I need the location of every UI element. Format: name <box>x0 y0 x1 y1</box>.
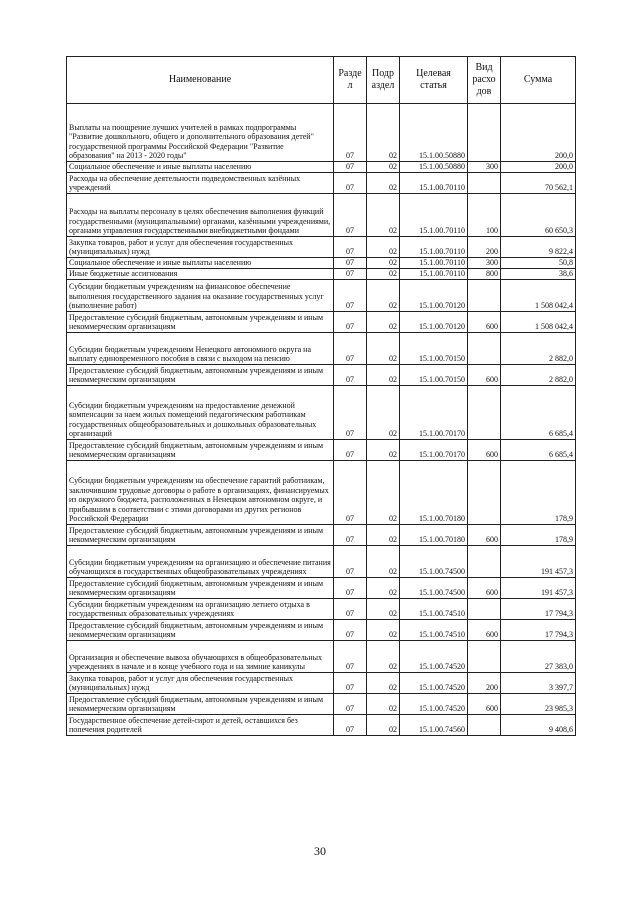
cell-amount: 191 457,3 <box>501 546 576 578</box>
cell-subsection: 02 <box>367 173 400 194</box>
cell-name: Субсидии бюджетным учреждениям Ненецкого автономного округа на выплату единовременного пособия в связи с выходом на пенсию <box>67 333 334 365</box>
table-row <box>67 194 576 237</box>
cell-subsection: 02 <box>367 440 400 461</box>
cell-amount: 27 383,0 <box>501 641 576 673</box>
cell-expense-type <box>468 546 501 578</box>
header-amount: Сумма <box>501 57 576 104</box>
table-row <box>67 673 576 694</box>
cell-expense-type: 600 <box>468 365 501 386</box>
cell-name: Выплаты на поощрение лучших учителей в рамках подпрограммы "Развитие дошкольного, общего и дополнительного образования детей" государственной программы Российской Федерации "Развитие образования" на 2013 - 2020 годы" <box>67 104 334 162</box>
cell-subsection: 02 <box>367 365 400 386</box>
cell-target: 15.1.00.70150 <box>400 365 468 386</box>
table-row <box>67 525 576 546</box>
cell-amount: 38,6 <box>501 269 576 280</box>
cell-amount: 1 508 042,4 <box>501 280 576 312</box>
cell-amount: 70 562,1 <box>501 173 576 194</box>
cell-section: 07 <box>334 641 367 673</box>
cell-name: Предоставление субсидий бюджетным, автономным учреждениям и иным некоммерческим организациям <box>67 365 334 386</box>
cell-expense-type <box>468 280 501 312</box>
cell-expense-type <box>468 715 501 736</box>
cell-name: Субсидии бюджетным учреждениям на организацию и обеспечение питания обучающихся в государственных общеобразовательных учреждениях <box>67 546 334 578</box>
cell-target: 15.1.00.74520 <box>400 694 468 715</box>
cell-target: 15.1.00.74500 <box>400 578 468 599</box>
cell-amount: 6 685,4 <box>501 440 576 461</box>
cell-section: 07 <box>334 365 367 386</box>
header-expense-type: Вид расхо дов <box>468 57 501 104</box>
cell-section: 07 <box>334 312 367 333</box>
cell-name: Государственное обеспечение детей-сирот и детей, оставшихся без попечения родителей <box>67 715 334 736</box>
cell-target: 15.1.00.70170 <box>400 386 468 440</box>
table-row <box>67 620 576 641</box>
cell-subsection: 02 <box>367 258 400 269</box>
cell-subsection: 02 <box>367 386 400 440</box>
cell-subsection: 02 <box>367 461 400 525</box>
cell-section: 07 <box>334 269 367 280</box>
cell-amount: 200,0 <box>501 162 576 173</box>
cell-section: 07 <box>334 333 367 365</box>
cell-name: Предоставление субсидий бюджетным, автономным учреждениям и иным некоммерческим организациям <box>67 694 334 715</box>
cell-name: Предоставление субсидий бюджетным, автономным учреждениям и иным некоммерческим организациям <box>67 578 334 599</box>
cell-section: 07 <box>334 194 367 237</box>
cell-section: 07 <box>334 104 367 162</box>
cell-subsection: 02 <box>367 641 400 673</box>
cell-target: 15.1.00.70110 <box>400 194 468 237</box>
cell-name: Закупка товаров, работ и услуг для обеспечения государственных (муниципальных) нужд <box>67 673 334 694</box>
cell-subsection: 02 <box>367 269 400 280</box>
cell-expense-type: 200 <box>468 237 501 258</box>
cell-name: Социальное обеспечение и иные выплаты населению <box>67 162 334 173</box>
cell-amount: 23 985,3 <box>501 694 576 715</box>
cell-target: 15.1.00.74560 <box>400 715 468 736</box>
cell-section: 07 <box>334 715 367 736</box>
cell-expense-type: 600 <box>468 578 501 599</box>
table-row <box>67 578 576 599</box>
cell-name: Предоставление субсидий бюджетным, автономным учреждениям и иным некоммерческим организациям <box>67 312 334 333</box>
cell-subsection: 02 <box>367 578 400 599</box>
table-row <box>67 162 576 173</box>
cell-amount: 60 650,3 <box>501 194 576 237</box>
cell-expense-type <box>468 386 501 440</box>
cell-expense-type: 300 <box>468 162 501 173</box>
cell-expense-type <box>468 333 501 365</box>
cell-name: Субсидии бюджетным учреждениям на предоставление денежной компенсации за наем жилых помещений педагогическим работникам государственных общеобразовательных и дошкольных образовательных организаций <box>67 386 334 440</box>
cell-section: 07 <box>334 386 367 440</box>
cell-subsection: 02 <box>367 694 400 715</box>
table-row <box>67 258 576 269</box>
cell-amount: 3 397,7 <box>501 673 576 694</box>
cell-target: 15.1.00.70110 <box>400 258 468 269</box>
cell-section: 07 <box>334 440 367 461</box>
cell-amount: 1 508 042,4 <box>501 312 576 333</box>
cell-name: Предоставление субсидий бюджетным, автономным учреждениям и иным некоммерческим организациям <box>67 525 334 546</box>
cell-section: 07 <box>334 694 367 715</box>
cell-section: 07 <box>334 673 367 694</box>
cell-amount: 17 794,3 <box>501 599 576 620</box>
cell-name: Расходы на обеспечение деятельности подведомственных казённых учреждений <box>67 173 334 194</box>
cell-target: 15.1.00.74520 <box>400 673 468 694</box>
cell-amount: 50,8 <box>501 258 576 269</box>
cell-amount: 9 822,4 <box>501 237 576 258</box>
cell-section: 07 <box>334 162 367 173</box>
cell-target: 15.1.00.50880 <box>400 162 468 173</box>
cell-expense-type: 100 <box>468 194 501 237</box>
cell-target: 15.1.00.74500 <box>400 546 468 578</box>
cell-target: 15.1.00.70180 <box>400 525 468 546</box>
cell-subsection: 02 <box>367 237 400 258</box>
cell-expense-type: 200 <box>468 673 501 694</box>
table-row <box>67 599 576 620</box>
cell-amount: 178,9 <box>501 461 576 525</box>
cell-section: 07 <box>334 461 367 525</box>
cell-section: 07 <box>334 173 367 194</box>
table-row <box>67 312 576 333</box>
cell-target: 15.1.00.70110 <box>400 237 468 258</box>
cell-expense-type: 600 <box>468 620 501 641</box>
cell-name: Субсидии бюджетным учреждениям на обеспечение гарантий работникам, заключившим трудовые договоры о работе в организациях, финансируемых из окружного бюджета, расположенных в Ненецком автономном округе, и прибывшим в соответствии с этими договорами из других регионов Российской Федерации <box>67 461 334 525</box>
cell-expense-type <box>468 461 501 525</box>
table-row <box>67 641 576 673</box>
cell-amount: 200,0 <box>501 104 576 162</box>
header-target: Целевая статья <box>400 57 468 104</box>
cell-name: Предоставление субсидий бюджетным, автономным учреждениям и иным некоммерческим организациям <box>67 440 334 461</box>
table-row <box>67 715 576 736</box>
header-section: Разде л <box>334 57 367 104</box>
cell-expense-type: 300 <box>468 258 501 269</box>
cell-subsection: 02 <box>367 599 400 620</box>
cell-amount: 2 882,0 <box>501 333 576 365</box>
cell-name: Иные бюджетные ассигнования <box>67 269 334 280</box>
table-row <box>67 269 576 280</box>
cell-subsection: 02 <box>367 715 400 736</box>
header-subsection: Подр аздел <box>367 57 400 104</box>
cell-amount: 9 408,6 <box>501 715 576 736</box>
table-row <box>67 386 576 440</box>
cell-target: 15.1.00.70120 <box>400 312 468 333</box>
table-row <box>67 694 576 715</box>
cell-name: Предоставление субсидий бюджетным, автономным учреждениям и иным некоммерческим организациям <box>67 620 334 641</box>
table-row <box>67 333 576 365</box>
table-row <box>67 280 576 312</box>
cell-subsection: 02 <box>367 673 400 694</box>
cell-subsection: 02 <box>367 525 400 546</box>
cell-name: Организация и обеспечение вывоза обучающихся в общеобразовательных учреждениях в начале и в конце учебного года и на зимние каникулы <box>67 641 334 673</box>
table-row <box>67 237 576 258</box>
table-row <box>67 365 576 386</box>
cell-expense-type <box>468 173 501 194</box>
cell-amount: 17 794,3 <box>501 620 576 641</box>
cell-target: 15.1.00.70120 <box>400 280 468 312</box>
cell-subsection: 02 <box>367 620 400 641</box>
cell-amount: 6 685,4 <box>501 386 576 440</box>
cell-subsection: 02 <box>367 104 400 162</box>
cell-subsection: 02 <box>367 312 400 333</box>
cell-target: 15.1.00.70110 <box>400 269 468 280</box>
cell-amount: 178,9 <box>501 525 576 546</box>
page-number: 30 <box>314 844 326 858</box>
table-row <box>67 173 576 194</box>
cell-subsection: 02 <box>367 280 400 312</box>
cell-section: 07 <box>334 280 367 312</box>
cell-expense-type <box>468 641 501 673</box>
cell-target: 15.1.00.70170 <box>400 440 468 461</box>
cell-expense-type: 600 <box>468 694 501 715</box>
cell-expense-type: 600 <box>468 525 501 546</box>
cell-target: 15.1.00.70110 <box>400 173 468 194</box>
cell-subsection: 02 <box>367 162 400 173</box>
cell-name: Субсидии бюджетным учреждениям на организацию летнего отдыха в государственных образовательных учреждениях <box>67 599 334 620</box>
table-header-row <box>67 57 576 104</box>
cell-section: 07 <box>334 258 367 269</box>
table-row <box>67 440 576 461</box>
cell-expense-type <box>468 104 501 162</box>
budget-table <box>66 56 576 736</box>
cell-amount: 191 457,3 <box>501 578 576 599</box>
cell-expense-type <box>468 599 501 620</box>
cell-name: Расходы на выплаты персоналу в целях обеспечения выполнения функций государственными (муниципальными) органами, казёнными учреждениями, органами управления государственными внебюджетными фондами <box>67 194 334 237</box>
cell-target: 15.1.00.70180 <box>400 461 468 525</box>
cell-expense-type: 800 <box>468 269 501 280</box>
cell-section: 07 <box>334 620 367 641</box>
cell-section: 07 <box>334 525 367 546</box>
table-row <box>67 546 576 578</box>
cell-target: 15.1.00.74510 <box>400 599 468 620</box>
cell-section: 07 <box>334 237 367 258</box>
cell-subsection: 02 <box>367 194 400 237</box>
cell-name: Закупка товаров, работ и услуг для обеспечения государственных (муниципальных) нужд <box>67 237 334 258</box>
cell-target: 15.1.00.74520 <box>400 641 468 673</box>
cell-section: 07 <box>334 578 367 599</box>
table-body <box>67 104 576 736</box>
cell-section: 07 <box>334 599 367 620</box>
cell-expense-type: 600 <box>468 440 501 461</box>
cell-expense-type: 600 <box>468 312 501 333</box>
cell-name: Субсидии бюджетным учреждениям на финансовое обеспечение выполнения государственного задания на оказание государственных услуг (выполнение работ) <box>67 280 334 312</box>
cell-subsection: 02 <box>367 333 400 365</box>
cell-target: 15.1.00.50880 <box>400 104 468 162</box>
cell-subsection: 02 <box>367 546 400 578</box>
header-name: Наименование <box>67 57 334 104</box>
cell-section: 07 <box>334 546 367 578</box>
table-row <box>67 104 576 162</box>
cell-amount: 2 882,0 <box>501 365 576 386</box>
cell-target: 15.1.00.74510 <box>400 620 468 641</box>
cell-target: 15.1.00.70150 <box>400 333 468 365</box>
cell-name: Социальное обеспечение и иные выплаты населению <box>67 258 334 269</box>
table-row <box>67 461 576 525</box>
